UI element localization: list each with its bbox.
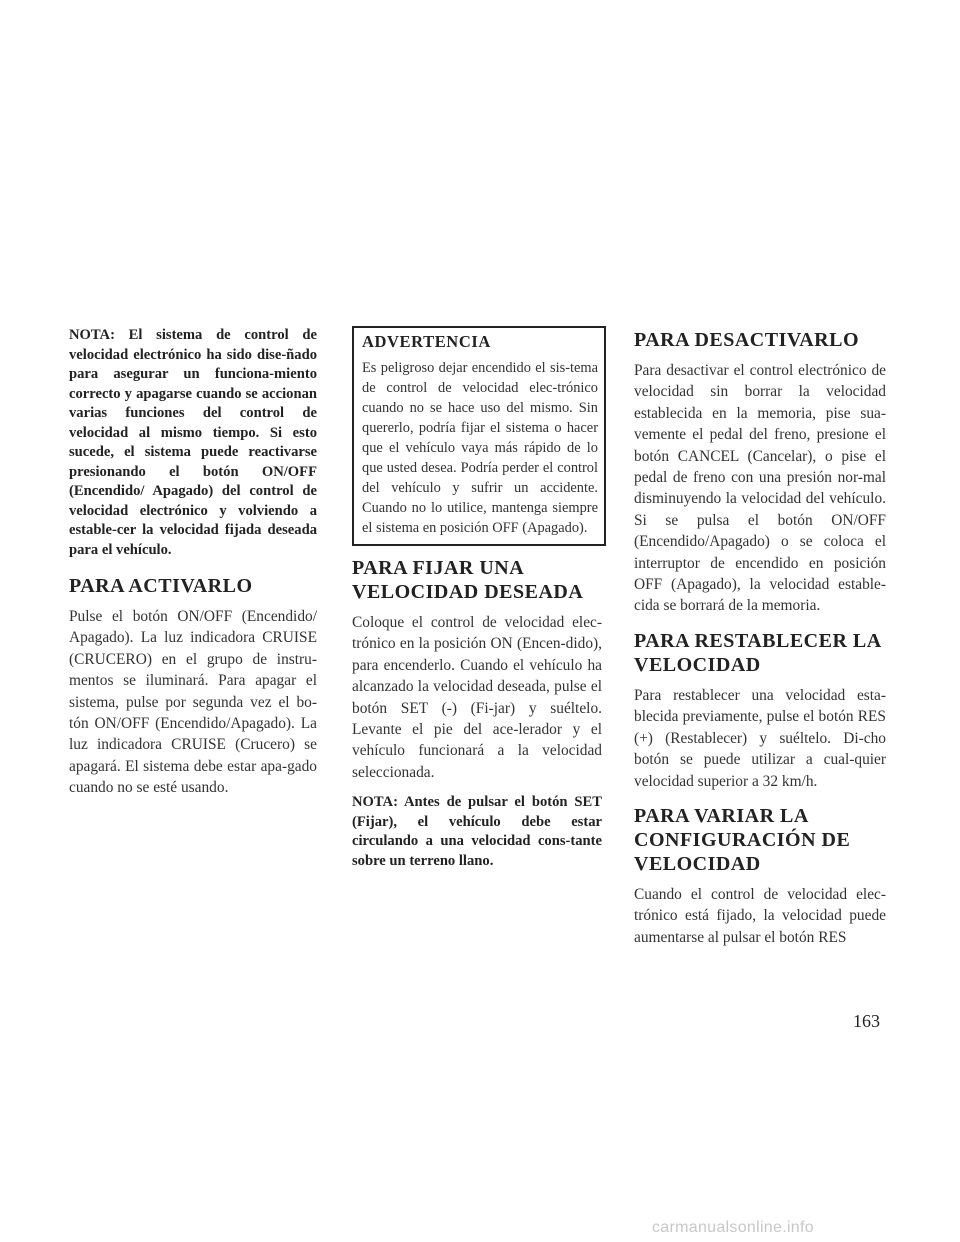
activate-heading: PARA ACTIVARLO [69, 575, 253, 597]
warning-paragraph: Es peligroso dejar encendido el sis-tema de control de velocidad elec-trónico cuando no se hace uso del mismo. Sin quererlo, podría fijar el sistema o hacer que el vehículo vaya más rápido de lo que usted desea. Podría perder el control del vehículo y sufrir un accidente. Cuando no lo utilice, mantenga siempre el sistema en posición OFF (Apagado). [362, 360, 598, 536]
vary-speed-heading-line2: CONFIGURACIÓN DE [634, 828, 851, 851]
set-speed-note: NOTA: Antes de pulsar el botón SET (Fijar), el vehículo debe estar circulando a una velocidad cons-tante sobre un terreno llano. [352, 794, 602, 869]
vary-speed-paragraph: Cuando el control de velocidad elec-trónico está fijado, la velocidad puede aumentarse al pulsar el botón RES [634, 885, 886, 946]
restore-speed-heading-line2: VELOCIDAD [634, 653, 761, 676]
middle-column [352, 326, 602, 871]
restore-speed-heading-line1: PARA RESTABLECER LA [634, 629, 882, 652]
restore-speed-paragraph: Para restablecer una velocidad esta-blecida previamente, pulse el botón RES (+) (Restablecer) y suéltelo. Di-cho botón se puede utilizar a cual-quier velocidad superior a 32 km/h. [634, 686, 886, 790]
warning-title: ADVERTENCIA [362, 332, 491, 351]
page-number: 163 [853, 1011, 880, 1031]
vary-speed-heading-line3: VELOCIDAD [634, 852, 761, 875]
deactivate-heading: PARA DESACTIVARLO [634, 329, 860, 351]
cruise-reset-note: NOTA: El sistema de control de velocidad electrónico ha sido dise-ñado para asegurar un funciona-miento correcto y apagarse cuando se accionan varias funciones del control de velocidad al mismo tiempo. Si esto sucede, el sistema puede reactivarse presionando el botón ON/OFF (Encendido/ Apagado) del control de velocidad electrónico y volviendo a estable-cer la velocidad fijada deseada para el vehículo. [69, 327, 317, 558]
vary-speed-heading [634, 804, 886, 876]
set-speed-heading-line2: VELOCIDAD DESEADA [352, 581, 584, 603]
activate-paragraph: Pulse el botón ON/OFF (Encendido/ Apagado). La luz indicadora CRUISE (CRUCERO) en el grupo de instru-mentos se iluminará. Para apagar el sistema, pulse por segunda vez el bo-tón ON/OFF (Encendido/Apagado). La luz indicadora CRUISE (Crucero) se apagará. El sistema debe estar apa-gado cuando no se esté usando. [69, 608, 317, 797]
right-column [634, 326, 886, 948]
restore-speed-heading [634, 629, 886, 677]
deactivate-paragraph: Para desactivar el control electrónico de velocidad sin borrar la velocidad establecida en la memoria, pise sua-vemente el pedal del freno, presione el botón CANCEL (Cancelar), o pise el pedal de freno con una presión nor-mal disminuyendo la velocidad del vehículo. Si se pulsa el botón ON/OFF (Encendido/Apagado) o se coloca el interruptor de encendido en posición OFF (Apagado), la velocidad estable-cida se borrará de la memoria. [634, 362, 886, 615]
left-column [69, 326, 317, 799]
set-speed-heading-line1: PARA FIJAR UNA [352, 557, 525, 579]
set-speed-heading [352, 556, 602, 604]
vary-speed-heading-line1: PARA VARIAR LA [634, 804, 809, 827]
watermark: carmanualsonline.info [652, 1219, 814, 1236]
warning-box [352, 326, 606, 546]
set-speed-paragraph: Coloque el control de velocidad elec-trónico en la posición ON (Encen-dido), para encenderlo. Cuando el vehículo ha alcanzado la velocidad deseada, pulse el botón SET (-) (Fi-jar) y suéltelo. Levante el pie del ace-lerador y el vehículo funcionará a la velocidad seleccionada. [352, 614, 602, 781]
